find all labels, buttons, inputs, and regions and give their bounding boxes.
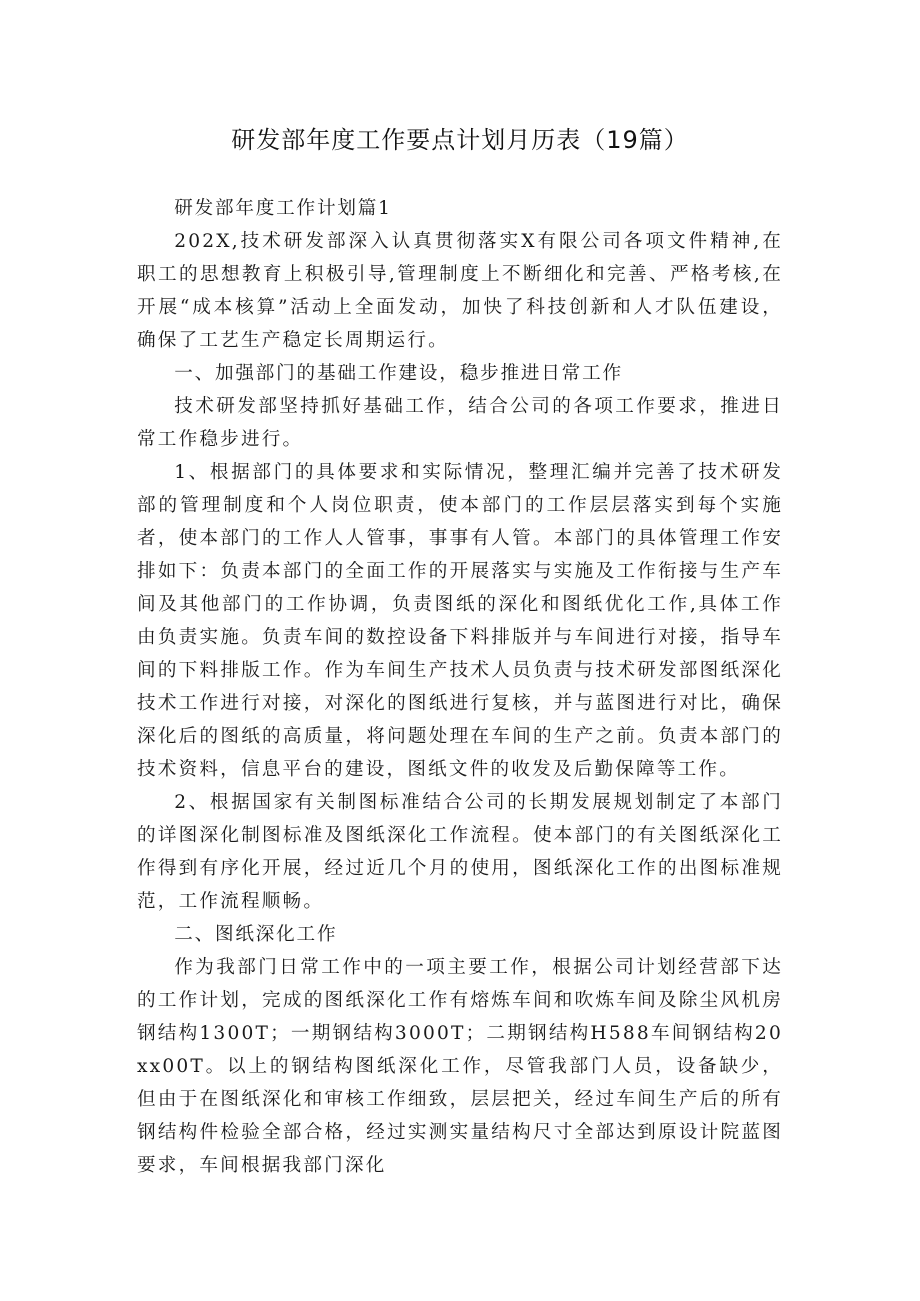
body-paragraph: 2、根据国家有关制图标准结合公司的长期发展规划制定了本部门的详图深化制图标准及图纸深化工作流程。使本部门的有关图纸深化工作得到有序化开展，经过近几个月的使用，图纸深化工作的出图标准规范，工作流程顺畅。 bbox=[137, 792, 783, 912]
body-paragraph: 技术研发部坚持抓好基础工作，结合公司的各项工作要求，推进日常工作稳步进行。 bbox=[137, 396, 783, 450]
body-paragraph: 作为我部门日常工作中的一项主要工作，根据公司计划经营部下达的工作计划，完成的图纸深化工作有熔炼车间和吹炼车间及除尘风机房钢结构1300T；一期钢结构3000T；二期钢结构H588车间钢结构20xx00T。以上的钢结构图纸深化工作，尽管我部门人员，设备缺少，但由于在图纸深化和审核工作细致，层层把关，经过车间生产后的所有钢结构件检验全部合格，经过实测实量结构尺寸全部达到原设计院蓝图要求，车间根据我部门深化 bbox=[137, 957, 783, 1176]
section-heading: 二、图纸深化工作 bbox=[174, 924, 338, 945]
document-title: 研发部年度工作要点计划月历表（19篇） bbox=[231, 126, 689, 154]
section-title: 研发部年度工作计划篇1 bbox=[174, 198, 392, 219]
document-body bbox=[137, 192, 783, 1182]
body-paragraph: 1、根据部门的具体要求和实际情况，整理汇编并完善了技术研发部的管理制度和个人岗位职责，使本部门的工作层层落实到每个实施者，使本部门的工作人人管事，事事有人管。本部门的具体管理工作安排如下：负责本部门的全面工作的开展落实与实施及工作衔接与生产车间及其他部门的工作协调，负责图纸的深化和图纸优化工作,具体工作由负责实施。负责车间的数控设备下料排版并与车间进行对接，指导车间的下料排版工作。作为车间生产技术人员负责与技术研发部图纸深化技术工作进行对接，对深化的图纸进行复核，并与蓝图进行对比，确保深化后的图纸的高质量，将问题处理在车间的生产之前。负责本部门的技术资料，信息平台的建设，图纸文件的收发及后勤保障等工作。 bbox=[137, 462, 783, 780]
body-paragraph: 202X,技术研发部深入认真贯彻落实X有限公司各项文件精神,在职工的思想教育上积极引导,管理制度上不断细化和完善、严格考核,在开展“成本核算”活动上全面发动，加快了科技创新和人才队伍建设，确保了工艺生产稳定长周期运行。 bbox=[137, 231, 783, 351]
section-heading: 一、加强部门的基础工作建设，稳步推进日常工作 bbox=[174, 363, 623, 384]
